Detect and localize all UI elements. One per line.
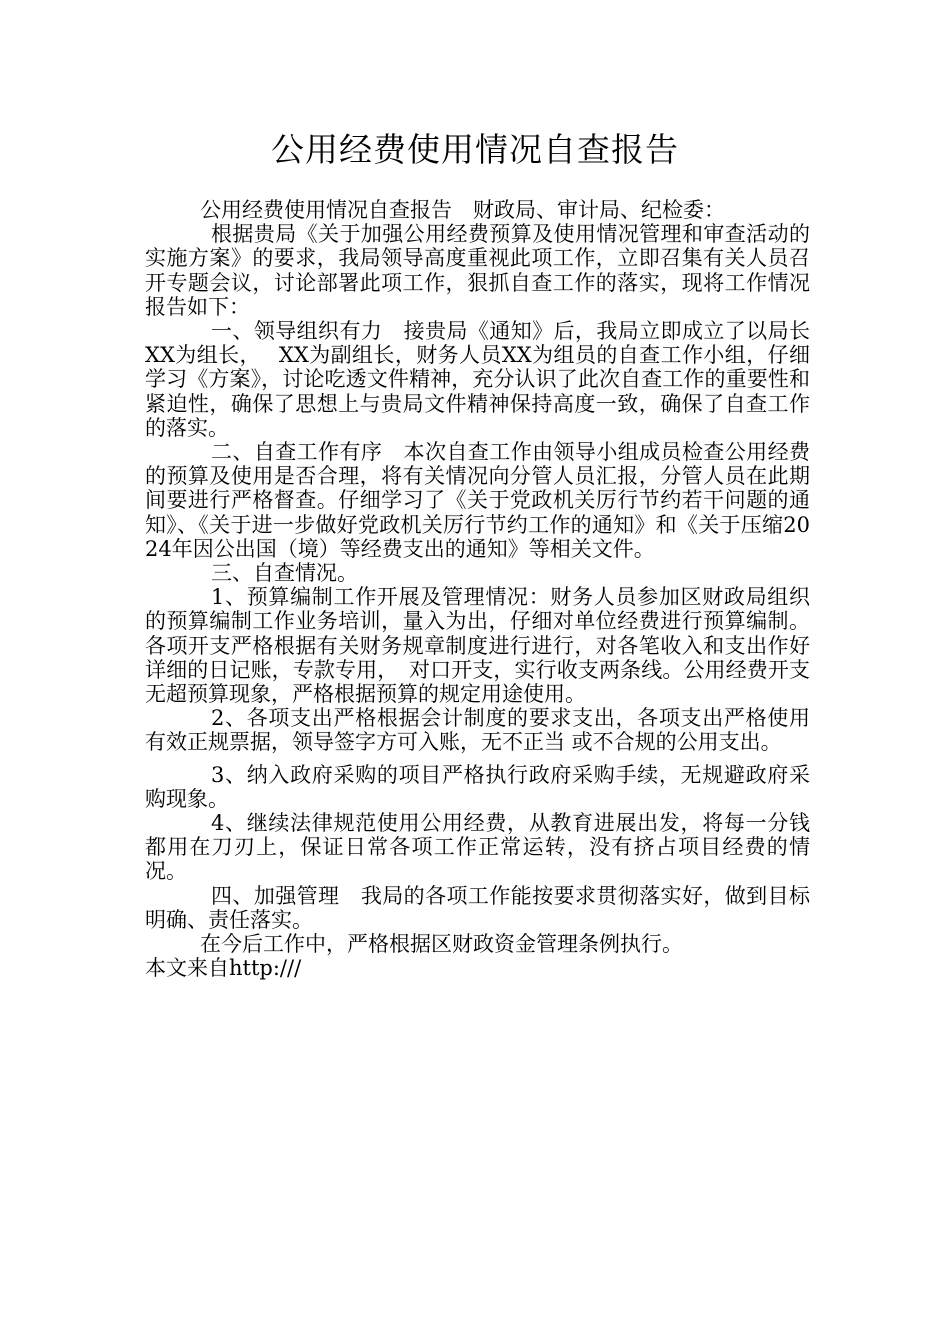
paragraph-item-3: 3、纳入政府采购的项目严格执行政府采购手续，无规避政府采购现象。 — [145, 762, 810, 811]
paragraph-closing: 在今后工作中，严格根据区财政资金管理条例执行。 — [200, 932, 683, 957]
paragraph-item-4: 4、继续法律规范使用公用经费，从教育进展出发，将每一分钱都用在刀刃上，保证日常各项工作正常运转，没有挤占项目经费的情况。 — [145, 811, 810, 884]
paragraph-section-3-heading: 三、自查情况。 — [211, 561, 358, 586]
paragraph-section-4: 四、加强管理 我局的各项工作能按要求贯彻落实好，做到目标明确、责任落实。 — [145, 883, 810, 932]
paragraph-intro: 根据贵局《关于加强公用经费预算及使用情况管理和审查活动的实施方案》的要求，我局领导高度重视此项工作，立即召集有关人员召开专题会议，讨论部署此项工作，狠抓自查工作的落实，现将工作情况报告如下： — [145, 222, 810, 319]
paragraph-section-2: 二、自查工作有序 本次自查工作由领导小组成员检查公用经费的预算及使用是否合理，将有关情况向分管人员汇报，分管人员在此期间要进行严格督查。仔细学习了《关于党政机关厉行节约若干问题的通知》、《关于进一步做好党政机关厉行节约工作的通知》和《关于压缩2024年因公出国（境）等经费支出的通知》等相关文件。 — [145, 440, 810, 561]
paragraph-item-2: 2、各项支出严格根据会计制度的要求支出，各项支出严格使用有效正规票据，领导签字方可入账，无不正当 或不合规的公用支出。 — [145, 706, 810, 755]
document-title: 公用经费使用情况自查报告 — [271, 130, 679, 169]
paragraph-salutation: 公用经费使用情况自查报告 财政局、审计局、纪检委： — [200, 198, 725, 222]
paragraph-section-1: 一、领导组织有力 接贵局《通知》后，我局立即成立了以局长XX为组长， XX为副组长，财务人员XX为组员的自查工作小组，仔细学习《方案》，讨论吃透文件精神，充分认识了此次自查工作的重要性和紧迫性，确保了思想上与贵局文件精神保持高度一致，确保了自查工作的落实。 — [145, 319, 810, 440]
document-body — [145, 198, 810, 981]
source-line: 本文来自http:/// — [145, 956, 302, 981]
paragraph-item-1: 1、预算编制工作开展及管理情况：财务人员参加区财政局组织的预算编制工作业务培训，量入为出，仔细对单位经费进行预算编制。各项开支严格根据有关财务规章制度进行进行，对各笔收入和支出作好详细的日记账，专款专用， 对口开支，实行收支两条线。公用经费开支无超预算现象，严格根据预算的规定用途使用。 — [145, 585, 810, 707]
